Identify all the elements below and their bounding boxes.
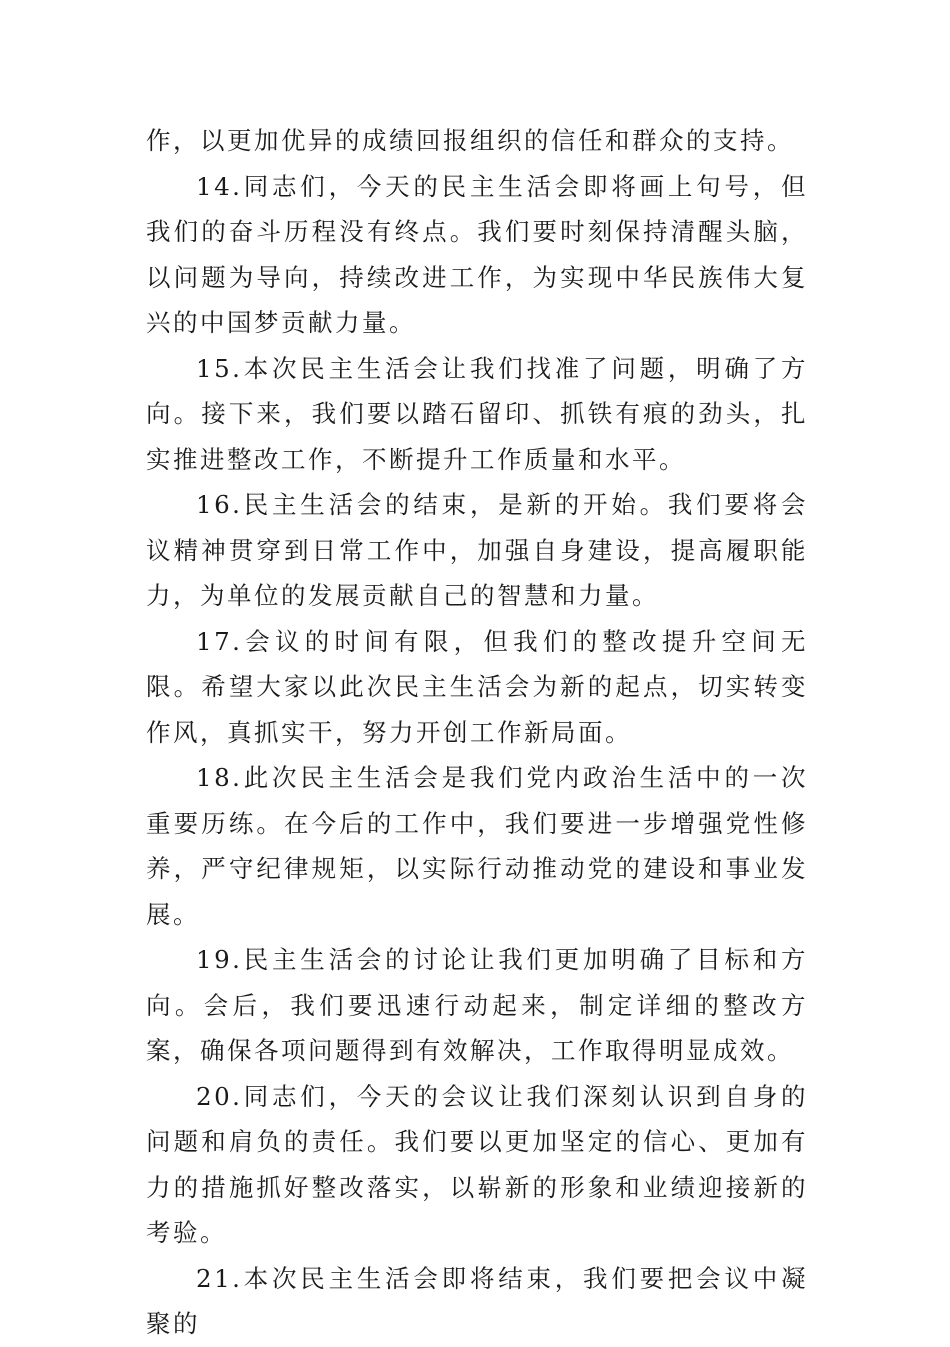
paragraph-21: 21.本次民主生活会即将结束，我们要把会议中凝聚的 [146,1263,808,1338]
paragraph-13-continuation: 作，以更加优异的成绩回报组织的信任和群众的支持。 [146,126,794,155]
document-page [146,118,808,1347]
paragraph-16: 16.民主生活会的结束，是新的开始。我们要将会议精神贯穿到日常工作中，加强自身建设，提高履职能力，为单位的发展贡献自己的智慧和力量。 [146,490,808,610]
paragraph-15: 15.本次民主生活会让我们找准了问题，明确了方向。接下来，我们要以踏石留印、抓铁有痕的劲头，扎实推进整改工作，不断提升工作质量和水平。 [146,353,808,474]
paragraph-20: 20.同志们，今天的会议让我们深刻认识到自身的问题和肩负的责任。我们要以更加坚定的信心、更加有力的措施抓好整改落实，以崭新的形象和业绩迎接新的考验。 [146,1081,808,1247]
paragraph-14: 14.同志们，今天的民主生活会即将画上句号，但我们的奋斗历程没有终点。我们要时刻保持清醒头脑，以问题为导向，持续改进工作，为实现中华民族伟大复兴的中国梦贡献力量。 [146,171,808,337]
paragraph-17: 17.会议的时间有限，但我们的整改提升空间无限。希望大家以此次民主生活会为新的起点，切实转变作风，真抓实干，努力开创工作新局面。 [146,626,808,747]
paragraph-18: 18.此次民主生活会是我们党内政治生活中的一次重要历练。在今后的工作中，我们要进一步增强党性修养，严守纪律规矩，以实际行动推动党的建设和事业发展。 [146,763,808,929]
paragraph-19: 19.民主生活会的讨论让我们更加明确了目标和方向。会后，我们要迅速行动起来，制定详细的整改方案，确保各项问题得到有效解决，工作取得明显成效。 [146,945,808,1065]
